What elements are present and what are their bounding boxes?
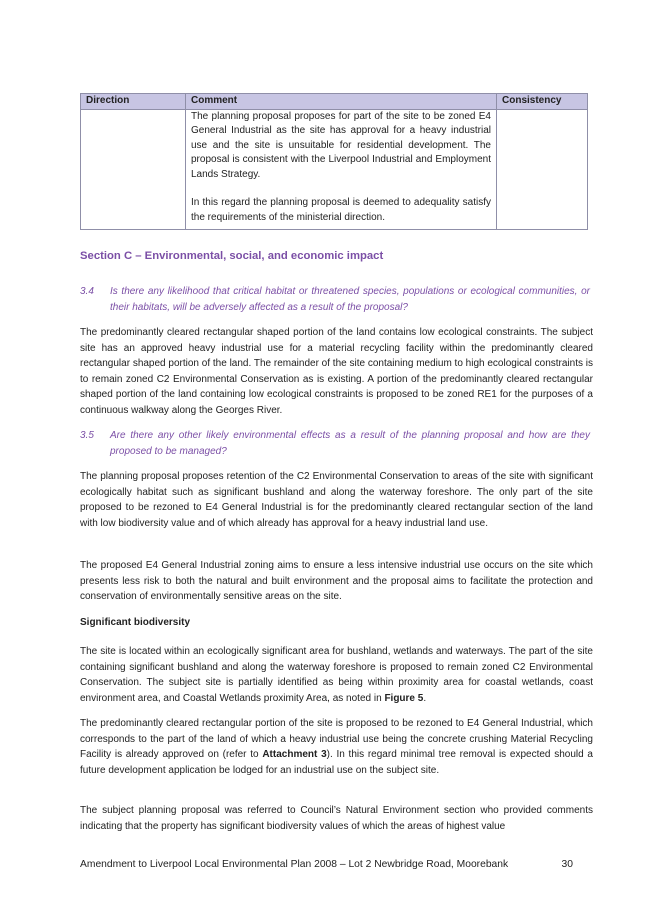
figure-reference: Figure 5 bbox=[384, 692, 424, 704]
page-number: 30 bbox=[561, 859, 573, 870]
paragraph-text: The predominantly cleared rectangular portion of the site is proposed to be rezoned to E4 General Industrial, which corresponds to the part of the land of which a heavy industrial use being the concrete crushing Material Recycling Facility is already approved on (refer to bbox=[80, 718, 593, 760]
question-3-4 bbox=[80, 284, 590, 315]
question-number: 3.5 bbox=[80, 430, 94, 441]
comment-cell bbox=[186, 109, 497, 230]
paragraph-retention-c2: The planning proposal proposes retention of the C2 Environmental Conservation to areas of the site with significant ecologically habitat such as significant bushland and along the waterway foreshore. The only part of the site proposed to be rezoned to E4 General Industrial is for the predominantly cleared rectangular section of the land with low biodiversity value and of which already has approval for a heavy industrial land use. bbox=[80, 471, 593, 529]
paragraph-cleared-portion bbox=[80, 716, 593, 778]
table-row bbox=[81, 109, 588, 230]
attachment-reference: Attachment 3 bbox=[262, 749, 327, 760]
comment-paragraph-1: The planning proposal proposes for part of the site to be zoned E4 General Industrial as the site has approval for a heavy industrial use and the site is unsuitable for residential development. The proposal is consistent with the Liverpool Industrial and Employment Lands Strategy. bbox=[191, 110, 491, 180]
page-footer bbox=[80, 859, 573, 870]
paragraph-end: ). In this regard minimal tree removal is expected should a future development application be lodged for an industrial use on the subject site. bbox=[80, 749, 593, 776]
question-text: Is there any likelihood that critical habitat or threatened species, populations or ecological communities, or their habitats, will be adversely affected as a result of the proposal? bbox=[110, 286, 590, 313]
footer-title: Amendment to Liverpool Local Environmental Plan 2008 – Lot 2 Newbridge Road, Moorebank bbox=[80, 859, 509, 870]
question-number: 3.4 bbox=[80, 286, 94, 297]
ministerial-direction-table bbox=[80, 93, 588, 230]
table-header-row bbox=[81, 94, 588, 110]
paragraph-ecological-constraints: The predominantly cleared rectangular shaped portion of the land contains low ecological constraints. The subject site has an approved heavy industrial use for a material recycling facility within the predominantly cleared rectangular shaped portion of the land. The remainder of the site containing medium to high ecological constraints is to remain zoned C2 Environmental Conservation as is existing. A portion of the predominantly cleared rectangular shaped portion of the land containing low ecological constraints is proposed to be zoned RE1 for the purposes of a continuous walkway along the Georges River. bbox=[80, 327, 593, 416]
header-comment: Comment bbox=[186, 94, 497, 110]
paragraph-text: The site is located within an ecologically significant area for bushland, wetlands and waterways. The part of the site containing significant bushland and along the waterway foreshore is proposed to remain zoned C2 Environmental Conservation. The subject site is partially identified as being within proximity area for coastal wetlands, coast environment area, and Coastal Wetlands proximity Area, as noted in bbox=[80, 646, 593, 704]
question-text: Are there any other likely environmental effects as a result of the planning proposal and how are they proposed to be managed? bbox=[110, 430, 590, 457]
paragraph-e4-zoning: The proposed E4 General Industrial zoning aims to ensure a less intensive industrial use occurs on the site which presents less risk to both the natural and built environment and the proposal aims to facilitate the protection and conservation of environmentally sensitive areas on the site. bbox=[80, 560, 593, 602]
header-consistency: Consistency bbox=[497, 94, 588, 110]
consistency-cell bbox=[497, 109, 588, 230]
direction-cell bbox=[81, 109, 186, 230]
paragraph-end: . bbox=[423, 692, 427, 704]
section-heading: Section C – Environmental, social, and economic impact bbox=[80, 250, 384, 262]
subheading-significant-biodiversity: Significant biodiversity bbox=[80, 617, 191, 628]
paragraph-site-location bbox=[80, 644, 593, 706]
question-3-5 bbox=[80, 428, 590, 459]
header-direction: Direction bbox=[81, 94, 186, 110]
comment-paragraph-2: In this regard the planning proposal is deemed to adequality satisfy the requirements of the ministerial direction. bbox=[191, 197, 491, 223]
paragraph-council-referral: The subject planning proposal was referred to Council’s Natural Environment section who provided comments indicating that the property has significant biodiversity values of which the areas of highest value bbox=[80, 805, 593, 832]
